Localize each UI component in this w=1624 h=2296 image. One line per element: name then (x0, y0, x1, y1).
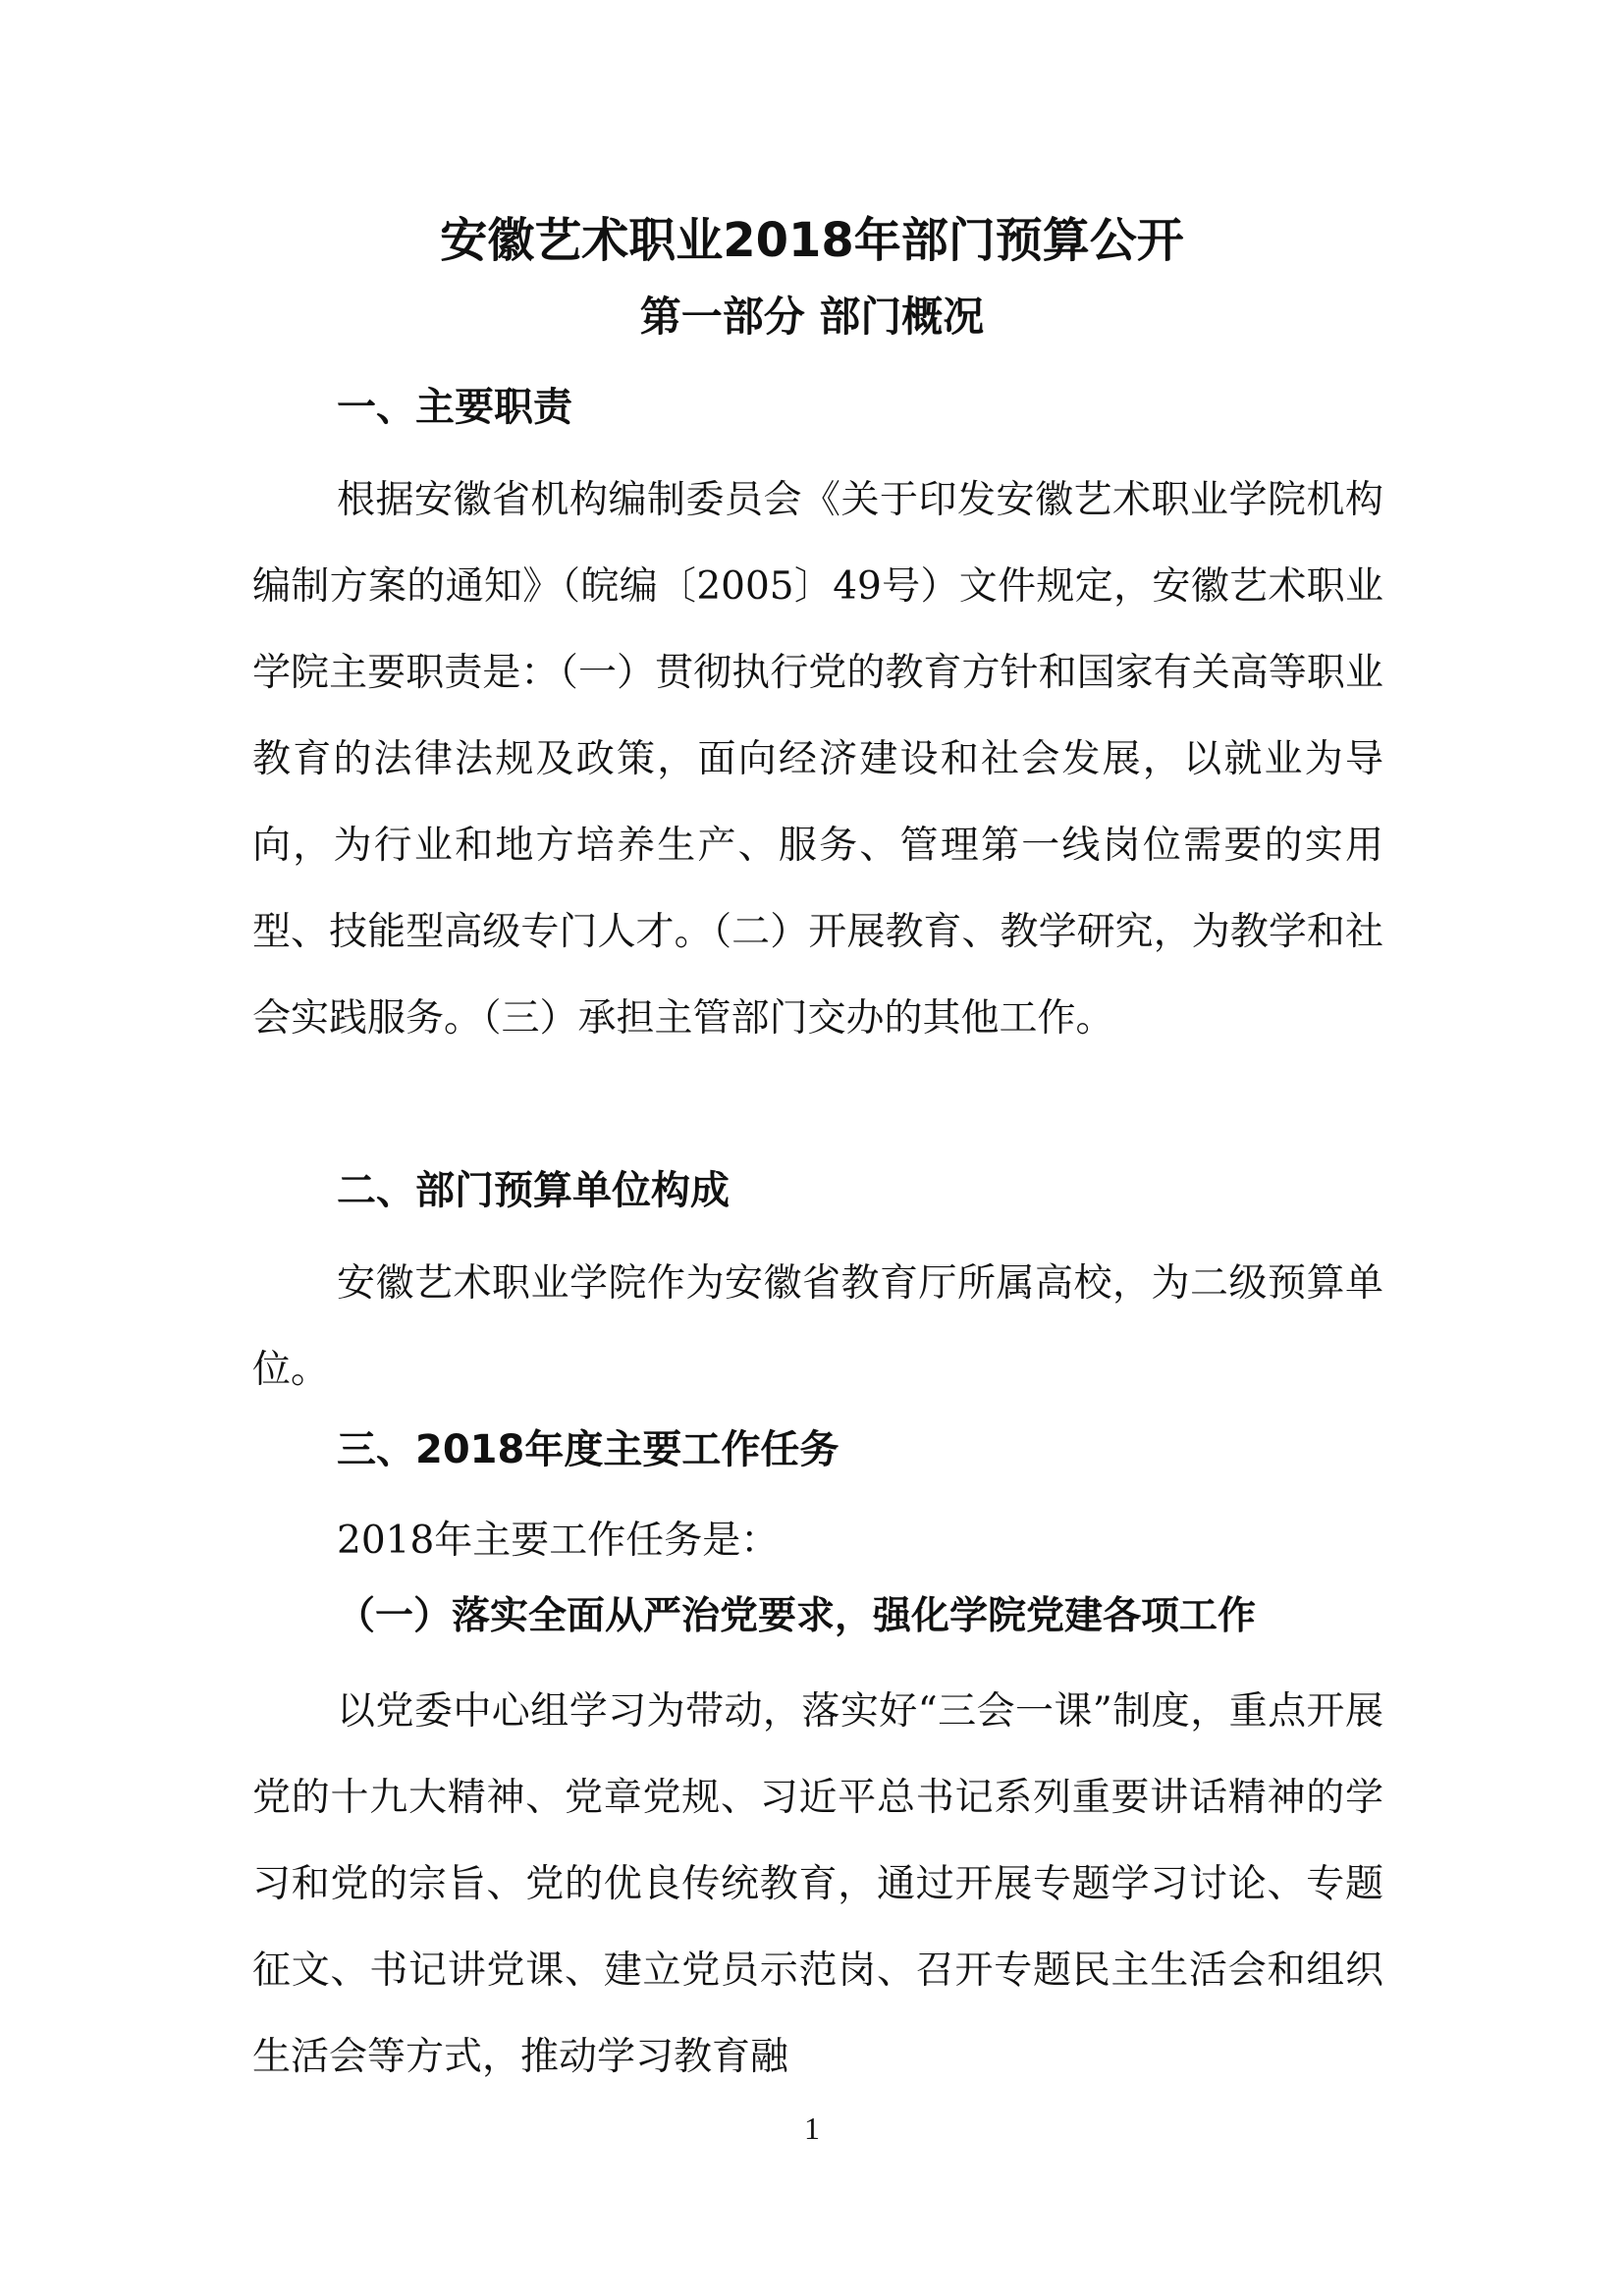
section-heading-main-tasks: 三、2018年度主要工作任务 (337, 1427, 839, 1472)
section-heading-responsibilities: 一、主要职责 (337, 385, 572, 430)
section-heading-budget-units: 二、部门预算单位构成 (337, 1168, 730, 1213)
document-title: 安徽艺术职业2018年部门预算公开 (440, 213, 1184, 268)
section-body-budget-units: 安徽艺术职业学院作为安徽省教育厅所属高校，为二级预算单位。 (252, 1261, 1383, 1392)
section-intro-main-tasks: 2018年主要工作任务是： (337, 1519, 780, 1563)
subsection-heading-party-building: （一）落实全面从严治党要求，强化学院党建各项工作 (337, 1594, 1257, 1638)
part-title: 第一部分 部门概况 (639, 293, 985, 341)
page-number: 1 (804, 2110, 820, 2146)
subsection-body-party-building: 以党委中心组学习为带动，落实好“三会一课”制度，重点开展党的十九大精神、党章党规、习近平总书记系列重要讲话精神的学习和党的宗旨、党的优良传统教育，通过开展专题学习讨论、专题征文、书记讲党课、建立党员示范岗、召开专题民主生活会和组织生活会等方式，推动学习教育融 (252, 1689, 1383, 2079)
section-body-responsibilities: 根据安徽省机构编制委员会《关于印发安徽艺术职业学院机构编制方案的通知》（皖编〔2005〕49号）文件规定，安徽艺术职业学院主要职责是：（一）贯彻执行党的教育方针和国家有关高等职业教育的法律法规及政策，面向经济建设和社会发展，以就业为导向，为行业和地方培养生产、服务、管理第一线岗位需要的实用型、技能型高级专门人才。（二）开展教育、教学研究，为教学和社会实践服务。（三）承担主管部门交办的其他工作。 (252, 478, 1383, 1041)
